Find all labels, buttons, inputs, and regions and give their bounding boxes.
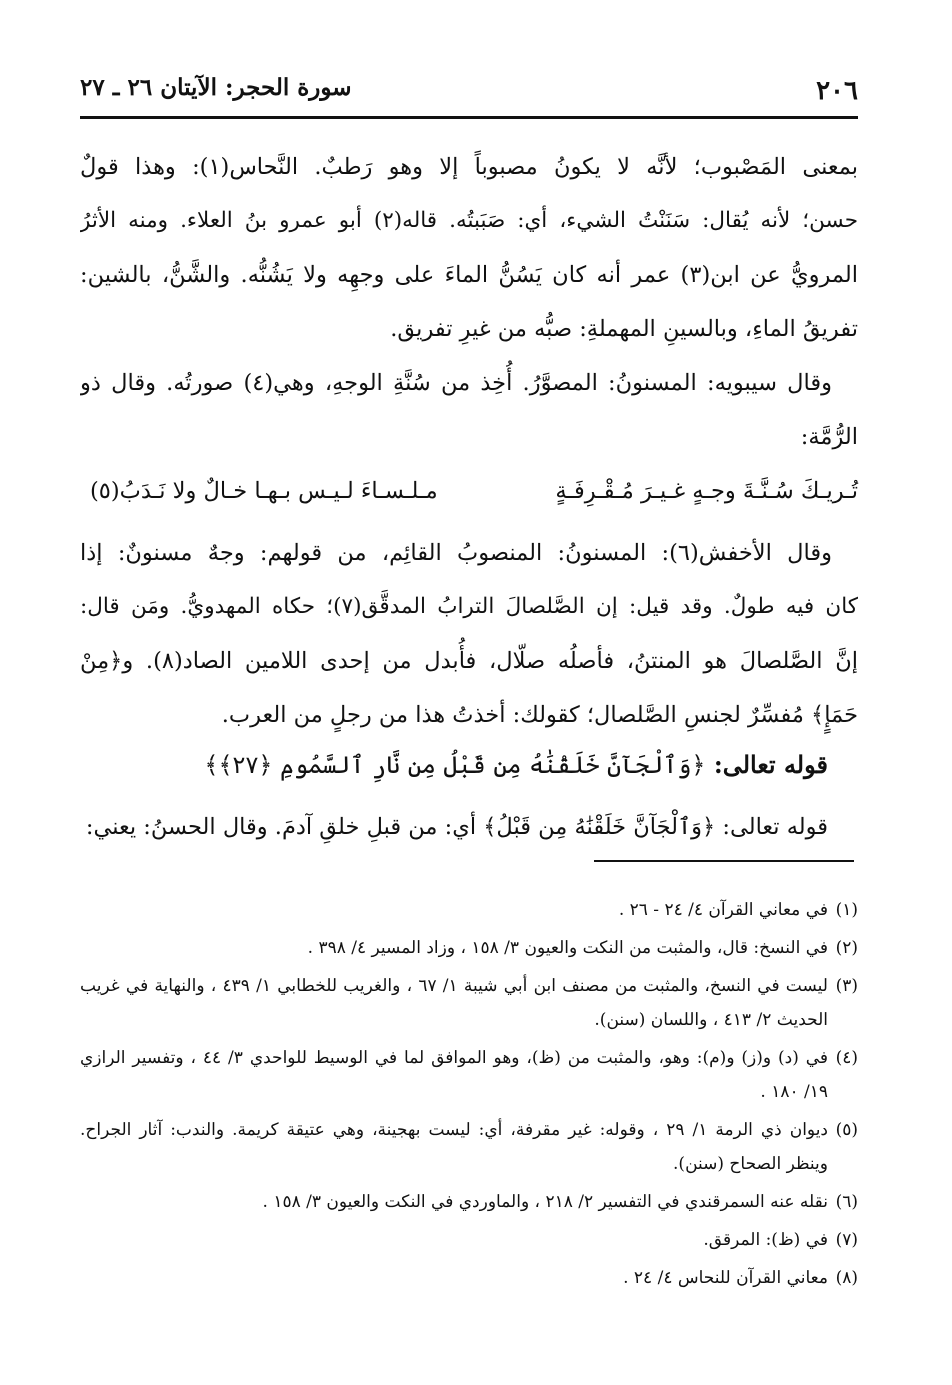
footnote	[80, 893, 858, 927]
footnote-text: في (د) و(ز) و(م): وهو، والمثبت من (ظ)، وهو الموافق لما في الوسيط للواحدي ٣/ ٤٤ ، وتفسير الرازي ١٩/ ١٨٠ .	[80, 1048, 829, 1102]
footnote	[80, 931, 858, 965]
footnotes	[80, 893, 858, 1299]
poetry-verse	[80, 470, 858, 514]
text-line: بمعنى المَصْبوب؛ لأنَّه لا يكونُ مصبوباً إلا وهو رَطبٌ. النَّحاس(١): وهذا قولٌ	[80, 154, 858, 180]
footnote-text: في معاني القرآن ٤/ ٢٤ - ٢٦ .	[618, 900, 828, 920]
heading-label: قوله تعالى:	[705, 750, 828, 779]
text-line: تفريقُ الماءِ، وبالسينِ المهملةِ: صبُّه من غيرِ تفريق.	[390, 316, 858, 342]
footnote-number: (٣)	[835, 976, 858, 996]
footnote	[80, 1223, 858, 1257]
footnote-number: (١)	[835, 900, 858, 920]
footnote-text: في (ظ): المرقق.	[703, 1230, 828, 1250]
commentary-text	[80, 800, 858, 854]
page-number: ٢٠٦	[816, 76, 858, 106]
footnote-text: ديوان ذي الرمة ١/ ٢٩ ، وقوله: غير مقرفة، أي: ليست بهجينة، وهي عتيقة كريمة. والندب: آثار الجراح. وينظر الصحاح (سنن).	[80, 1120, 828, 1174]
footnote	[80, 1113, 858, 1181]
text-line: قوله تعالى: ﴿وَٱلْجَآنَّ خَلَقْنَٰهُ مِن قَبْلُ﴾ أي: من قبلِ خلقِ آدمَ. وقال الحسنُ: يعني:	[85, 814, 828, 840]
footnote	[80, 969, 858, 1037]
text-line: إنَّ الصَّلصالَ هو المنتنُ، فأصلُه صلّال، فأُبدل من إحدى اللامين الصاد(٨). و﴿مِنْ	[80, 648, 858, 674]
verse-first-hemistich: تُـريـكَ سُـنَّـةَ وجـهٍ غـيـرَ مُـقْـرِفَـةٍ	[555, 478, 858, 504]
quran-verse: ﴿وَٱلْجَآنَّ خَلَقْنَٰهُ مِن قَبْلُ مِن نَّارِ ٱلسَّمُومِ ﴿٢٧﴾﴾	[204, 751, 706, 779]
text-line: وقال الأخفش(٦): المسنونُ: المنصوبُ القائِم، من قولهم: وجهٌ مسنونٌ: إذا	[80, 540, 832, 566]
text-line: كان فيه طولٌ. وقد قيل: إن الصَّلصالَ الترابُ المدقَّق(٧)؛ حكاه المهدويُّ. ومَن قال:	[80, 594, 858, 619]
footnote-number: (٢)	[835, 938, 858, 958]
footnote	[80, 1185, 858, 1219]
text-line: المرويُّ عن ابن(٣) عمر أنه كان يَسُنُّ الماءَ على وجهِه ولا يَشُنُّه. والشَّنُّ، بالشين:	[80, 262, 858, 288]
footnote-text: نقله عنه السمرقندي في التفسير ٢/ ٢١٨ ، والماوردي في النكت والعيون ٣/ ١٥٨ .	[262, 1192, 828, 1212]
footnote-text: معاني القرآن للنحاس ٤/ ٢٤ .	[623, 1268, 828, 1288]
footnote-number: (٨)	[835, 1268, 858, 1288]
verse-second-hemistich: مـلـسـاءَ لـيـس بـهـا خـالٌ ولا نَـدَبُ(٥)	[90, 478, 438, 504]
footnote	[80, 1041, 858, 1109]
text-line: الرُّمَّة:	[800, 424, 858, 450]
footnote-number: (٧)	[835, 1230, 858, 1250]
header-divider	[80, 116, 858, 119]
main-text	[80, 140, 858, 464]
footnote-number: (٤)	[835, 1048, 858, 1068]
text-line: حَمَإٍ﴾ مُفسِّرٌ لجنسِ الصَّلصال؛ كقولك: أخذتُ هذا من رجلٍ من العرب.	[221, 702, 858, 728]
surah-title: سورة الحجر: الآيتان ٢٦ ـ ٢٧	[80, 74, 352, 101]
footnote	[80, 1261, 858, 1295]
footnote-text: ليست في النسخ، والمثبت من مصنف ابن أبي شيبة ١/ ٦٧ ، والغريب للخطابي ١/ ٤٣٩ ، والنهاية في غريب الحديث ٢/ ٤١٣ ، واللسان (سنن).	[80, 976, 828, 1030]
footnote-text: في النسخ: قال، والمثبت من النكت والعيون ٣/ ١٥٨ ، وزاد المسير ٤/ ٣٩٨ .	[307, 938, 828, 958]
main-text-continued	[80, 526, 858, 742]
text-line: وقال سيبويه: المسنونُ: المصوَّرُ. أُخِذ من سُنَّةِ الوجهِ، وهي(٤) صورتُه. وقال ذو	[80, 370, 833, 396]
text-line: حسن؛ لأنه يُقال: سَنَنْتُ الشيء، أي: صَبَبتُه. قاله(٢) أبو عمرو بنُ العلاء. ومنه الأثرُ	[80, 208, 858, 233]
footnote-number: (٥)	[835, 1120, 858, 1140]
footnote-number: (٦)	[835, 1192, 858, 1212]
section-heading	[80, 738, 858, 792]
footnote-divider	[594, 860, 854, 862]
running-header	[80, 66, 858, 112]
